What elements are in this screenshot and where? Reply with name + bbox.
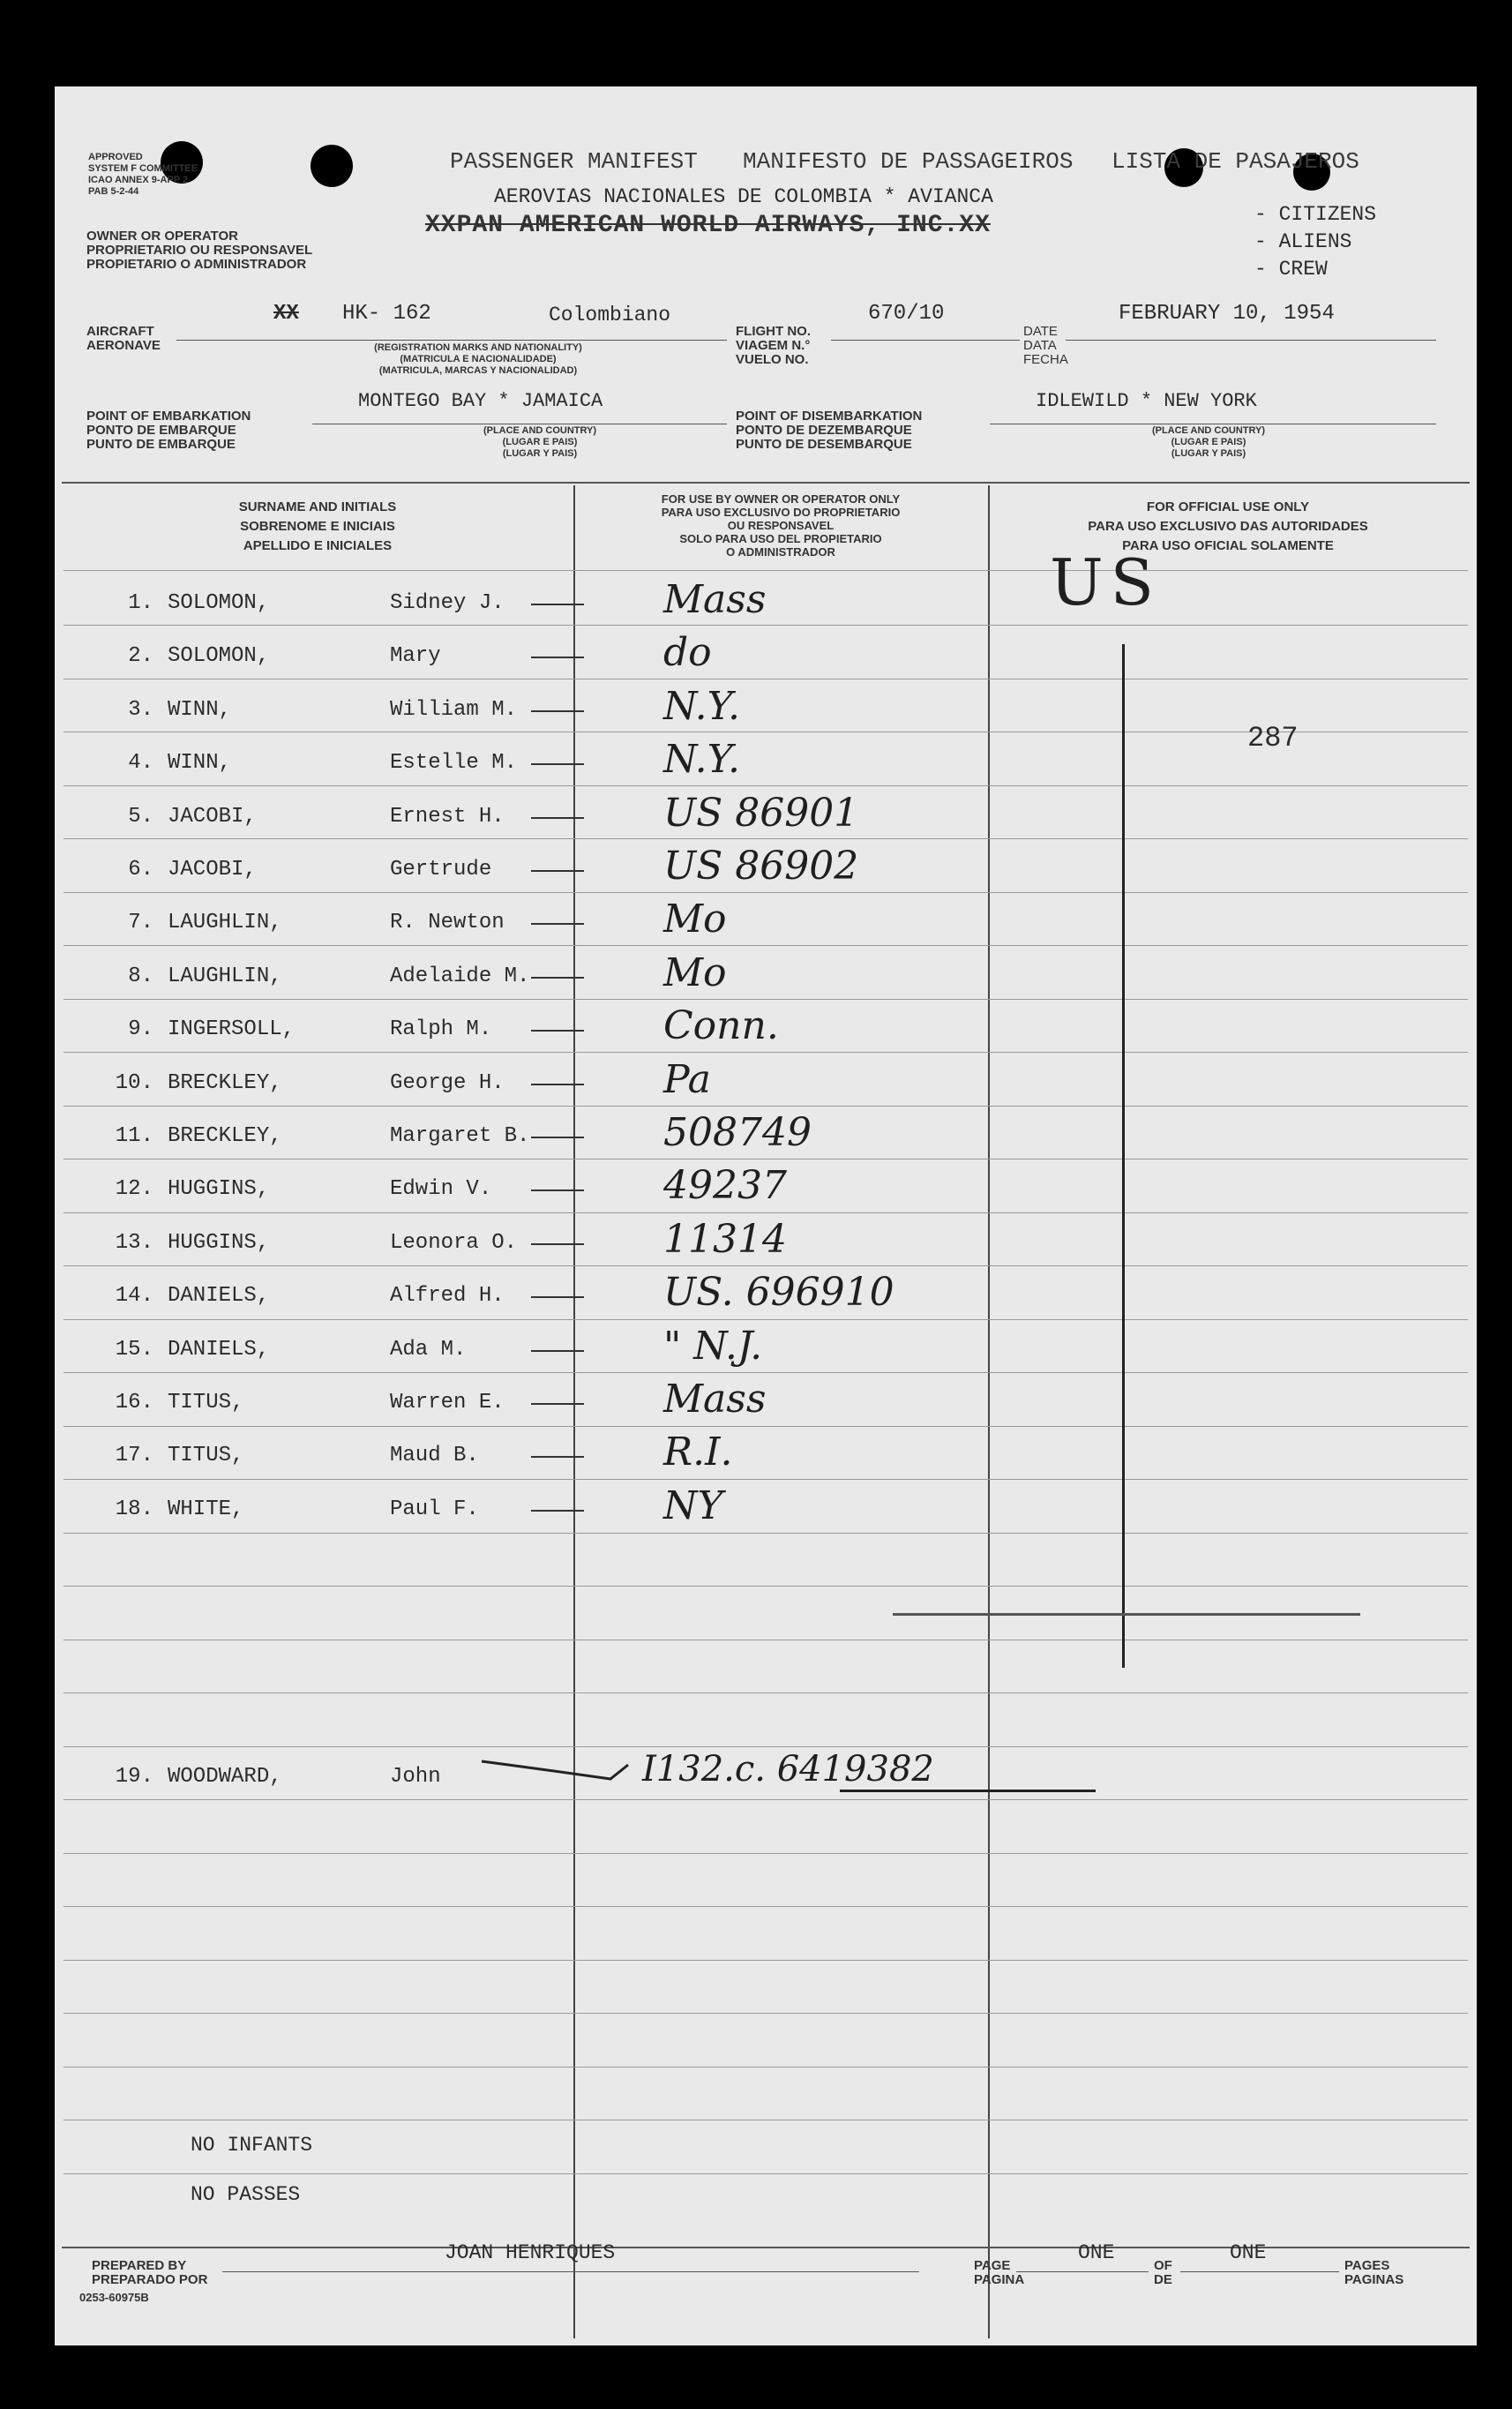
col2-header-4: O ADMINISTRADOR [726, 545, 835, 559]
row-number: 8. [128, 964, 153, 988]
row-surname: INGERSOLL, [168, 1017, 296, 1041]
category-crew: - CREW [1254, 258, 1328, 281]
col2-header-2: OU RESPONSAVEL [727, 519, 835, 532]
registration-caption-es: (MATRICULA, MARCAS Y NACIONALIDAD) [378, 365, 578, 376]
date-label [1023, 325, 1068, 367]
row-number: 4. [128, 751, 153, 775]
disembarkation-caption [1076, 425, 1341, 460]
row-operator-note: 49237 [663, 1163, 787, 1208]
owner-label-pt: PROPRIETARIO OU RESPONSAVEL [86, 243, 313, 258]
row-given-name: Margaret B. [390, 1124, 530, 1148]
row-operator-note: Mo [663, 950, 727, 995]
official-vertical-stroke [1122, 644, 1125, 1668]
official-horizontal-stroke [893, 1613, 1360, 1616]
ruled-line [64, 1853, 1468, 1854]
row-surname: BRECKLEY, [168, 1124, 282, 1148]
row-given-name: R. Newton [390, 911, 505, 934]
col3-header-pt: PARA USO EXCLUSIVO DAS AUTORIDADES [1088, 519, 1368, 534]
row-given-name: Estelle M. [390, 751, 518, 775]
ruled-line [64, 2173, 1468, 2174]
row-number: 5. [128, 805, 153, 829]
row-surname: JACOBI, [168, 858, 257, 882]
ruled-line [64, 1106, 1468, 1107]
page-label-en: PAGE [974, 2258, 1011, 2273]
prepared-label-pt: PREPARADO POR [92, 2272, 208, 2287]
date-label-es: FECHA [1023, 352, 1068, 367]
row-tick-mark [531, 923, 584, 925]
ruled-line [64, 570, 1468, 571]
row-operator-note: " N.J. [663, 1324, 763, 1369]
row-tick-mark [531, 817, 584, 819]
row-number: 1. [128, 591, 153, 615]
row-tick-mark [531, 1137, 584, 1138]
row-surname: TITUS, [168, 1391, 244, 1415]
row-operator-note: Mo [663, 897, 727, 942]
official-us-mark: US [1050, 545, 1162, 619]
row-tick-mark [531, 763, 584, 765]
pages-label-pt: PAGINAS [1344, 2272, 1404, 2287]
pages-label [1344, 2259, 1403, 2287]
official-count: 287 [1247, 722, 1299, 754]
page-label-pt: PAGINA [974, 2272, 1025, 2287]
approved-label: APPROVED [88, 152, 143, 162]
ruled-line [64, 1906, 1468, 1907]
check-mark [478, 1752, 646, 1797]
embark-caption-es: (LUGAR Y PAIS) [502, 448, 578, 459]
date-label-pt: DATA [1023, 338, 1057, 353]
row-given-name: George H. [390, 1071, 505, 1095]
row-number: 13. [115, 1231, 153, 1255]
icao-label: ICAO ANNEX 9-APP 2 [88, 175, 189, 185]
of-underline [1180, 2271, 1339, 2272]
row-operator-note: 11314 [663, 1217, 787, 1262]
row-given-name: Gertrude [390, 858, 492, 882]
flight-label-en: FLIGHT NO. [736, 324, 811, 339]
disembarkation-label [736, 409, 922, 452]
total-pages: ONE [1230, 2241, 1267, 2264]
row-given-name: Alfred H. [390, 1284, 505, 1308]
row-operator-note: US 86901 [663, 791, 859, 836]
operator-column-header [575, 492, 986, 559]
row-surname: WINN, [168, 698, 232, 722]
row-number: 11. [115, 1124, 153, 1148]
row-given-name: Maud B. [390, 1444, 479, 1467]
ruled-line [64, 625, 1468, 626]
flight-underline [831, 340, 1020, 341]
col2-header-0: FOR USE BY OWNER OR OPERATOR ONLY [661, 492, 901, 506]
row-operator-note: I132.c. 6419382 [642, 1749, 934, 1790]
row-surname: DANIELS, [168, 1284, 270, 1308]
aircraft-label-es: AERONAVE [86, 338, 161, 353]
row-operator-note: N.Y. [663, 684, 741, 729]
flight-number-label [736, 325, 811, 367]
col3-header-es: PARA USO OFICIAL SOLAMENTE [1122, 538, 1334, 553]
col1-header-en: SURNAME AND INITIALS [238, 499, 397, 514]
no-infants-note: NO INFANTS [191, 2134, 313, 2157]
row-surname: HUGGINS, [168, 1231, 270, 1255]
aircraft-nationality: Colombiano [549, 304, 671, 326]
aircraft-prefix: XX [273, 302, 299, 326]
row-number: 19. [115, 1765, 153, 1789]
row-number: 6. [128, 858, 153, 882]
row-tick-mark [531, 1403, 584, 1405]
punch-hole [311, 145, 353, 187]
row-given-name: Ada M. [390, 1338, 467, 1362]
row-given-name: John [390, 1765, 441, 1789]
of-label-en: OF [1154, 2258, 1172, 2273]
row-number: 16. [115, 1391, 153, 1415]
struck-owner-name: XXPAN AMERICAN WORLD AIRWAYS, INC.XX [425, 212, 991, 239]
ruled-line [64, 1372, 1468, 1373]
row-number: 12. [115, 1177, 153, 1201]
row-given-name: Warren E. [390, 1391, 505, 1415]
embarkation-caption [408, 425, 672, 460]
embark-label-pt: PONTO DE EMBARQUE [86, 423, 236, 438]
row-operator-note: Mass [663, 1377, 767, 1422]
ruled-line [64, 1265, 1468, 1266]
row-surname: WINN, [168, 751, 232, 775]
row-tick-mark [531, 1350, 584, 1352]
ruled-line [64, 1426, 1468, 1427]
ruled-line [64, 1212, 1468, 1213]
row-operator-note: 508749 [663, 1110, 812, 1155]
embark-label-en: POINT OF EMBARKATION [86, 409, 251, 424]
row-number: 9. [128, 1017, 153, 1041]
ruled-line [64, 838, 1468, 839]
title-es: LISTA DE PASAJEROS [1112, 148, 1359, 175]
owner-label-es: PROPIETARIO O ADMINISTRADOR [86, 257, 307, 272]
ruled-line [64, 2067, 1468, 2068]
embark-caption-pt: (LUGAR E PAIS) [502, 437, 578, 447]
row-surname: SOLOMON, [168, 644, 270, 668]
ruled-line [64, 1052, 1468, 1053]
row-tick-mark [531, 1084, 584, 1085]
row-number: 18. [115, 1497, 153, 1521]
ruled-line [64, 2013, 1468, 2014]
row-surname: LAUGHLIN, [168, 911, 282, 934]
page-label [974, 2259, 1024, 2287]
col3-header-en: FOR OFFICIAL USE ONLY [1146, 499, 1310, 514]
disembark-label-en: POINT OF DISEMBARKATION [736, 409, 923, 424]
airline-name: AEROVIAS NACIONALES DE COLOMBIA * AVIANCA [494, 185, 993, 208]
row-operator-note: Pa [663, 1057, 711, 1102]
flight-label-es: VUELO NO. [736, 352, 809, 367]
prepared-by-underline [222, 2271, 919, 2272]
disembarkation-place: IDLEWILD * NEW YORK [1036, 390, 1257, 412]
pages-label-en: PAGES [1344, 2258, 1390, 2273]
date-label-en: DATE [1023, 324, 1058, 339]
row-operator-note: R.I. [663, 1430, 733, 1475]
row-surname: WHITE, [168, 1497, 244, 1521]
row-tick-mark [531, 604, 584, 605]
row-given-name: Ralph M. [390, 1017, 492, 1041]
row-surname: JACOBI, [168, 805, 257, 829]
prepared-label-en: PREPARED BY [92, 2258, 187, 2273]
row-tick-mark [531, 977, 584, 979]
ruled-line [64, 1746, 1468, 1747]
row-number: 15. [115, 1338, 153, 1362]
owner-operator-label [86, 229, 312, 272]
row-operator-note: Mass [663, 577, 767, 622]
col2-header-1: PARA USO EXCLUSIVO DO PROPRIETARIO [661, 506, 901, 519]
col1-header-es: APELLIDO E INICIALES [243, 538, 393, 553]
registration-caption-pt: (MATRICULA E NACIONALIDADE) [400, 354, 557, 364]
handwritten-underline [840, 1790, 1096, 1792]
row-given-name: Leonora O. [390, 1231, 518, 1255]
row-tick-mark [531, 710, 584, 712]
ruled-line [64, 1692, 1468, 1693]
owner-label-en: OWNER OR OPERATOR [86, 229, 238, 244]
row-operator-note: do [663, 630, 712, 675]
manifest-form [55, 86, 1477, 2345]
of-label [1154, 2259, 1172, 2287]
registration-caption [293, 342, 663, 377]
ruled-line [64, 1586, 1468, 1587]
row-tick-mark [531, 1510, 584, 1512]
row-given-name: Mary [390, 644, 441, 668]
prepared-by-name: JOAN HENRIQUES [445, 2241, 616, 2264]
pab-label: PAB 5-2-44 [88, 186, 139, 197]
of-label-pt: DE [1154, 2272, 1172, 2287]
row-given-name: Paul F. [390, 1497, 479, 1521]
row-tick-mark [531, 657, 584, 658]
row-tick-mark [531, 1030, 584, 1032]
disembark-label-es: PUNTO DE DESEMBARQUE [736, 437, 912, 452]
column-divider-2 [988, 485, 990, 2338]
aircraft-registration: HK- 162 [342, 302, 431, 326]
row-surname: HUGGINS, [168, 1177, 270, 1201]
row-tick-mark [531, 1243, 584, 1245]
page-number: ONE [1078, 2241, 1115, 2264]
category-citizens: - CITIZENS [1254, 203, 1377, 226]
row-number: 14. [115, 1284, 153, 1308]
approval-block [88, 152, 198, 198]
row-surname: LAUGHLIN, [168, 964, 282, 988]
col2-header-3: SOLO PARA USO DEL PROPIETARIO [679, 532, 882, 545]
col1-header-pt: SOBRENOME E INICIAIS [240, 519, 395, 534]
row-surname: WOODWARD, [168, 1765, 282, 1789]
row-tick-mark [531, 870, 584, 872]
disembark-caption-es: (LUGAR Y PAIS) [1171, 448, 1246, 459]
disembark-label-pt: PONTO DE DEZEMBARQUE [736, 423, 912, 438]
ruled-line [64, 1799, 1468, 1800]
row-number: 3. [128, 698, 153, 722]
row-surname: DANIELS, [168, 1338, 270, 1362]
row-given-name: Sidney J. [390, 591, 505, 615]
row-surname: BRECKLEY, [168, 1071, 282, 1095]
ruled-line [64, 1533, 1468, 1534]
row-operator-note: Conn. [663, 1003, 779, 1048]
ruled-line [64, 1479, 1468, 1480]
row-operator-note: US. 696910 [663, 1270, 894, 1315]
aircraft-label [86, 325, 161, 353]
flight-label-pt: VIAGEM N.° [736, 338, 811, 353]
no-passes-note: NO PASSES [191, 2183, 301, 2206]
aircraft-label-en: AIRCRAFT [86, 324, 154, 339]
committee-label: SYSTEM F COMMITTEE [88, 163, 198, 174]
row-surname: TITUS, [168, 1444, 244, 1467]
prepared-by-label [92, 2259, 207, 2287]
row-tick-mark [531, 1189, 584, 1191]
aircraft-underline [176, 340, 727, 341]
row-number: 2. [128, 644, 153, 668]
table-top-border [62, 482, 1470, 484]
disembark-caption-en: (PLACE AND COUNTRY) [1151, 425, 1266, 436]
disembark-caption-pt: (LUGAR E PAIS) [1171, 437, 1246, 447]
ruled-line [64, 892, 1468, 893]
title-pt: MANIFESTO DE PASSAGEIROS [743, 148, 1074, 175]
embarkation-place: MONTEGO BAY * JAMAICA [358, 390, 603, 412]
form-number: 0253-60975B [79, 2291, 149, 2304]
row-tick-mark [531, 1296, 584, 1298]
registration-caption-en: (REGISTRATION MARKS AND NATIONALITY) [374, 342, 582, 353]
date-underline [1066, 340, 1436, 341]
passenger-category-list [1254, 201, 1376, 283]
ruled-line [64, 945, 1468, 946]
row-surname: SOLOMON, [168, 591, 270, 615]
row-given-name: Ernest H. [390, 805, 505, 829]
embark-label-es: PUNTO DE EMBARQUE [86, 437, 236, 452]
embark-caption-en: (PLACE AND COUNTRY) [483, 425, 597, 436]
row-operator-note: N.Y. [663, 737, 741, 782]
row-given-name: Edwin V. [390, 1177, 492, 1201]
row-given-name: Adelaide M. [390, 964, 530, 988]
ruled-line [64, 999, 1468, 1000]
ruled-line [64, 785, 1468, 786]
embarkation-label [86, 409, 251, 452]
ruled-line [64, 1960, 1468, 1961]
row-number: 17. [115, 1444, 153, 1467]
category-aliens: - ALIENS [1254, 230, 1352, 253]
flight-date: FEBRUARY 10, 1954 [1119, 302, 1335, 326]
surname-column-header [64, 498, 572, 556]
row-operator-note: NY [663, 1483, 723, 1528]
ruled-line [64, 1319, 1468, 1320]
row-tick-mark [531, 1456, 584, 1458]
flight-number: 670/10 [868, 302, 945, 326]
row-given-name: William M. [390, 698, 518, 722]
row-number: 7. [128, 911, 153, 934]
page-underline [1016, 2271, 1149, 2272]
title-en: PASSENGER MANIFEST [450, 148, 698, 175]
row-operator-note: US 86902 [663, 844, 859, 889]
row-number: 10. [115, 1071, 153, 1095]
